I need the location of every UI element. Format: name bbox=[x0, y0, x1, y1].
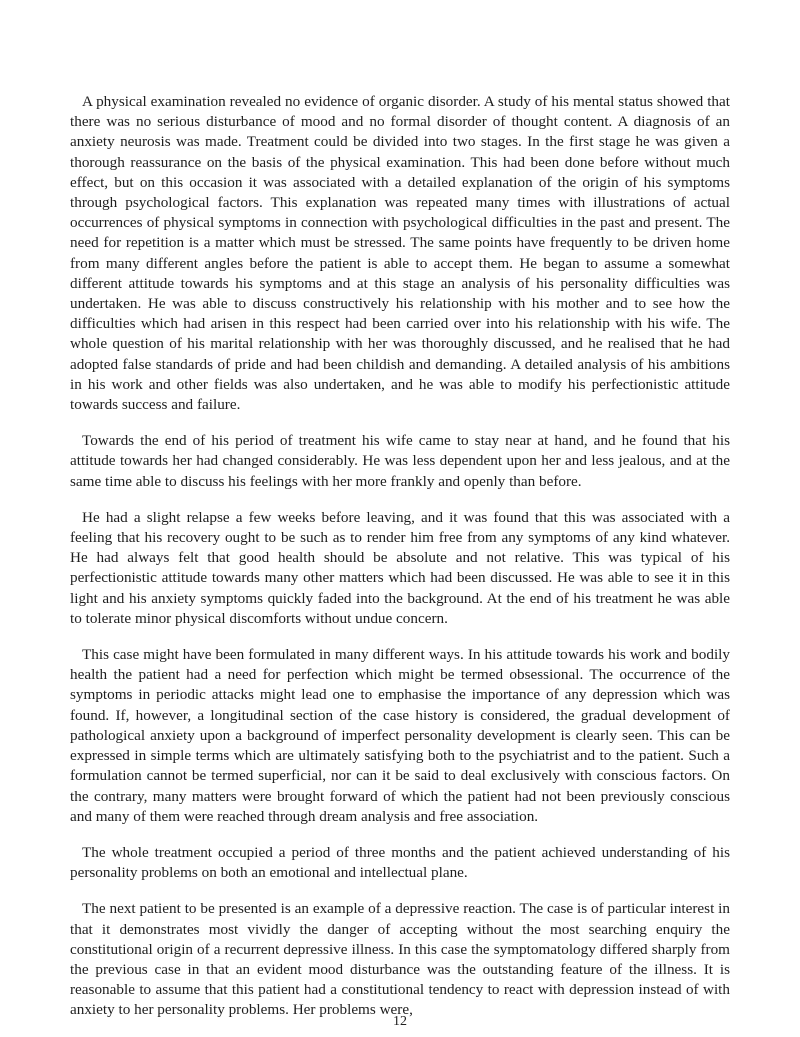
paragraph-physical-examination: A physical examination revealed no evidence of organic disorder. A study of his mental status showed that there was no serious disturbance of mood and no formal disorder of thought content. A diagnosis of an anxiety neurosis was made. Treatment could be divided into two stages. In the first stage he was given a thorough reassurance on the basis of the physical examination. This had been done before without much effect, but on this occasion it was associated with a detailed explanation of the origin of his symptoms through psychological factors. This explanation was repeated many times with illustrations of actual occurrences of physical symptoms in connection with psychological difficulties in the past and present. The need for repetition is a matter which must be stressed. The same points have frequently to be driven home from many different angles before the patient is able to accept them. He began to assume a somewhat different attitude towards his symptoms and at this stage an analysis of his personality difficulties was undertaken. He was able to discuss constructively his relationship with his mother and to see how the difficulties which had arisen in this respect had been carried over into his relationship with his wife. The whole question of his marital relationship with her was thoroughly discussed, and he realised that he had adopted false standards of pride and had been childish and demanding. A detailed analysis of his ambitions in his work and other fields was also undertaken, and he was able to modify his perfectionistic attitude towards success and failure. bbox=[70, 93, 730, 414]
paragraph-slight-relapse: He had a slight relapse a few weeks before leaving, and it was found that this was associated with a feeling that his recovery ought to be such as to render him free from any symptoms of any kind whatever. He had always felt that good health should be absolute and not relative. This was typical of his perfectionistic attitude towards many other matters which had been discussed. He was able to see it in this light and his anxiety symptoms quickly faded into the background. At the end of his treatment he was able to tolerate minor physical discomforts without undue concern. bbox=[70, 508, 730, 627]
paragraph-wife-visit: Towards the end of his period of treatment his wife came to stay near at hand, and he found that his attitude towards her had changed considerably. He was less dependent upon her and less jealous, and at the same time able to discuss his feelings with her more frankly and openly than before. bbox=[70, 432, 730, 490]
page-number: 12 bbox=[393, 1014, 407, 1029]
page-body bbox=[70, 92, 730, 1037]
paragraph-depressive-reaction: The next patient to be presented is an example of a depressive reaction. The case is of particular interest in that it demonstrates most vividly the danger of accepting without the most searching enquiry the constitutional origin of a recurrent depressive illness. In this case the symptomatology differed sharply from the previous case in that an evident mood disturbance was the outstanding feature of the illness. It is reasonable to assume that this patient had a constitutional tendency to react with depression instead of with anxiety to her personality problems. Her problems were, bbox=[70, 900, 730, 1019]
paragraph-treatment-duration: The whole treatment occupied a period of three months and the patient achieved understanding of his personality problems on both an emotional and intellectual plane. bbox=[70, 843, 730, 882]
paragraph-case-formulation: This case might have been formulated in many different ways. In his attitude towards his work and bodily health the patient had a need for perfection which might be termed obsessional. The occurrence of the symptoms in periodic attacks might lead one to emphasise the importance of any depression which was found. If, however, a longitudinal section of the case history is considered, the gradual development of pathological anxiety upon a background of imperfect personality development is clearly seen. This can be expressed in simple terms which are ultimately satisfying both to the psychiatrist and to the patient. Such a formulation cannot be termed superficial, nor can it be said to deal exclusively with conscious factors. On the contrary, many matters were brought forward of which the patient had not been previously conscious and many of them were reached through dream analysis and free association. bbox=[70, 646, 730, 825]
